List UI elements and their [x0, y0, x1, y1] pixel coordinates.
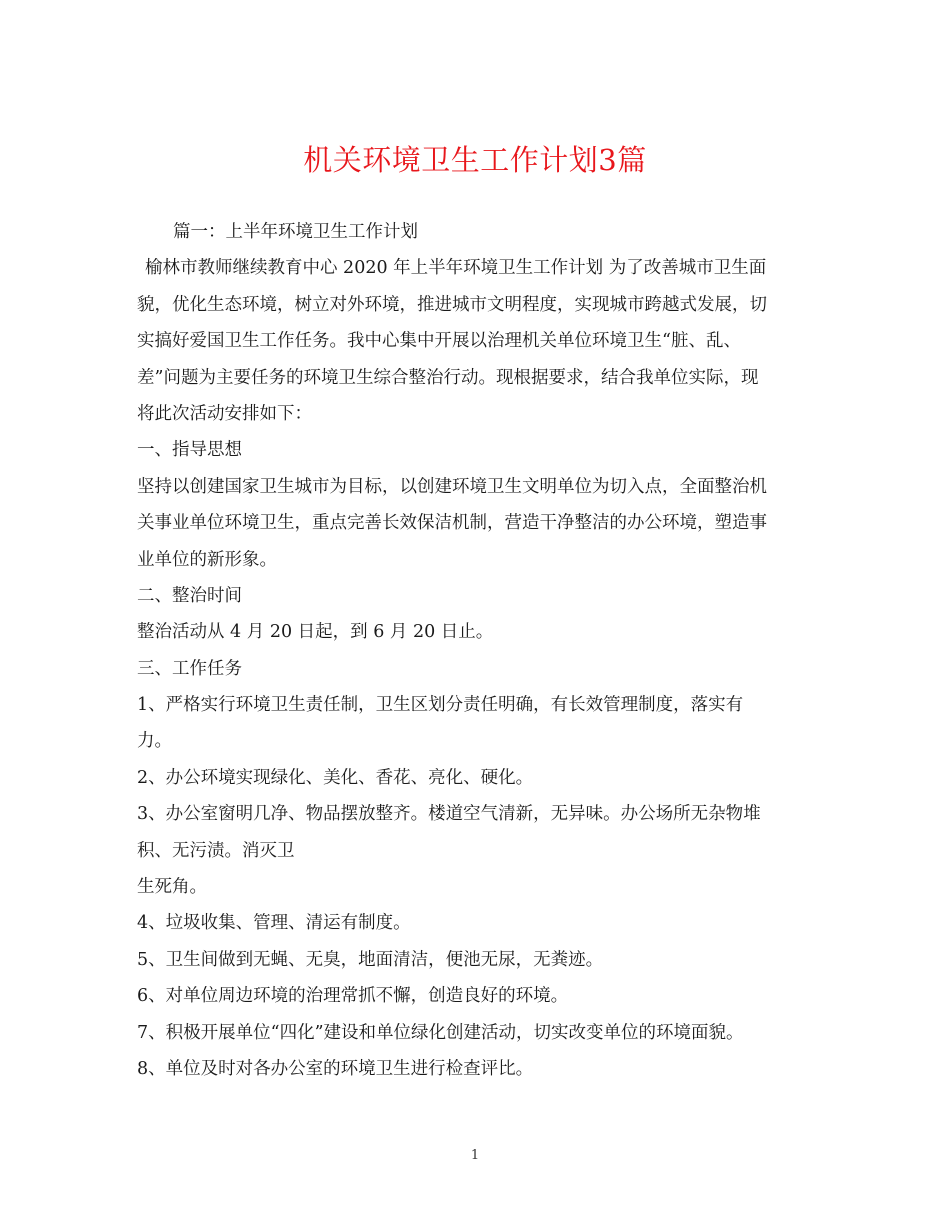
intro-line: 实搞好爱国卫生工作任务。我中心集中开展以治理机关单位环境卫生“脏、乱、: [137, 331, 741, 352]
intro-line: 貌，优化生态环境，树立对外环境，推进城市文明程度，实现城市跨越式发展，切: [137, 294, 767, 315]
intro-line: 将此次活动安排如下：: [137, 403, 312, 424]
task-line: 2、办公环境实现绿化、美化、香花、亮化、硬化。: [137, 767, 534, 788]
task-line: 7、积极开展单位“四化”建设和单位绿化创建活动，切实改变单位的环境面貌。: [137, 1022, 744, 1043]
intro-line: 榆林市教师继续教育中心 2020 年上半年环境卫生工作计划 为了改善城市卫生面: [145, 258, 767, 279]
task-line: 力。: [137, 731, 172, 752]
intro-line: 差”问题为主要任务的环境卫生综合整治行动。现根据要求，结合我单位实际，现: [137, 367, 759, 388]
document-body: [137, 214, 817, 1087]
task-line: 积、无污渍。消灭卫: [137, 840, 295, 861]
task-line: 3、办公室窗明几净、物品摆放整齐。楼道空气清新，无异味。办公场所无杂物堆: [137, 804, 761, 825]
page-number: 1: [470, 1148, 480, 1163]
part2-line: 整治活动从 4 月 20 日起，到 6 月 20 日止。: [137, 622, 494, 643]
part3-heading: 三、工作任务: [137, 658, 242, 679]
part1-heading: 一、指导思想: [137, 440, 242, 461]
task-line: 6、对单位周边环境的治理常抓不懈，创造良好的环境。: [137, 986, 569, 1007]
part1-line: 坚持以创建国家卫生城市为目标，以创建环境卫生文明单位为切入点，全面整治机: [137, 476, 767, 497]
task-line: 4、垃圾收集、管理、清运有制度。: [137, 913, 411, 934]
section-heading: 篇一：上半年环境卫生工作计划: [173, 222, 418, 242]
part1-line: 业单位的新形象。: [137, 549, 277, 570]
part1-line: 关事业单位环境卫生，重点完善长效保洁机制，营造干净整洁的办公环境，塑造事: [137, 513, 767, 534]
part2-heading: 二、整治时间: [137, 585, 242, 606]
document-title: 机关环境卫生工作计划3篇: [303, 143, 647, 177]
task-line: 5、卫生间做到无蝇、无臭，地面清洁，便池无尿，无粪迹。: [137, 949, 604, 970]
task-line: 8、单位及时对各办公室的环境卫生进行检查评比。: [137, 1058, 534, 1079]
task-line: 1、严格实行环境卫生责任制，卫生区划分责任明确，有长效管理制度，落实有: [137, 695, 744, 716]
task-line: 生死角。: [137, 877, 207, 898]
